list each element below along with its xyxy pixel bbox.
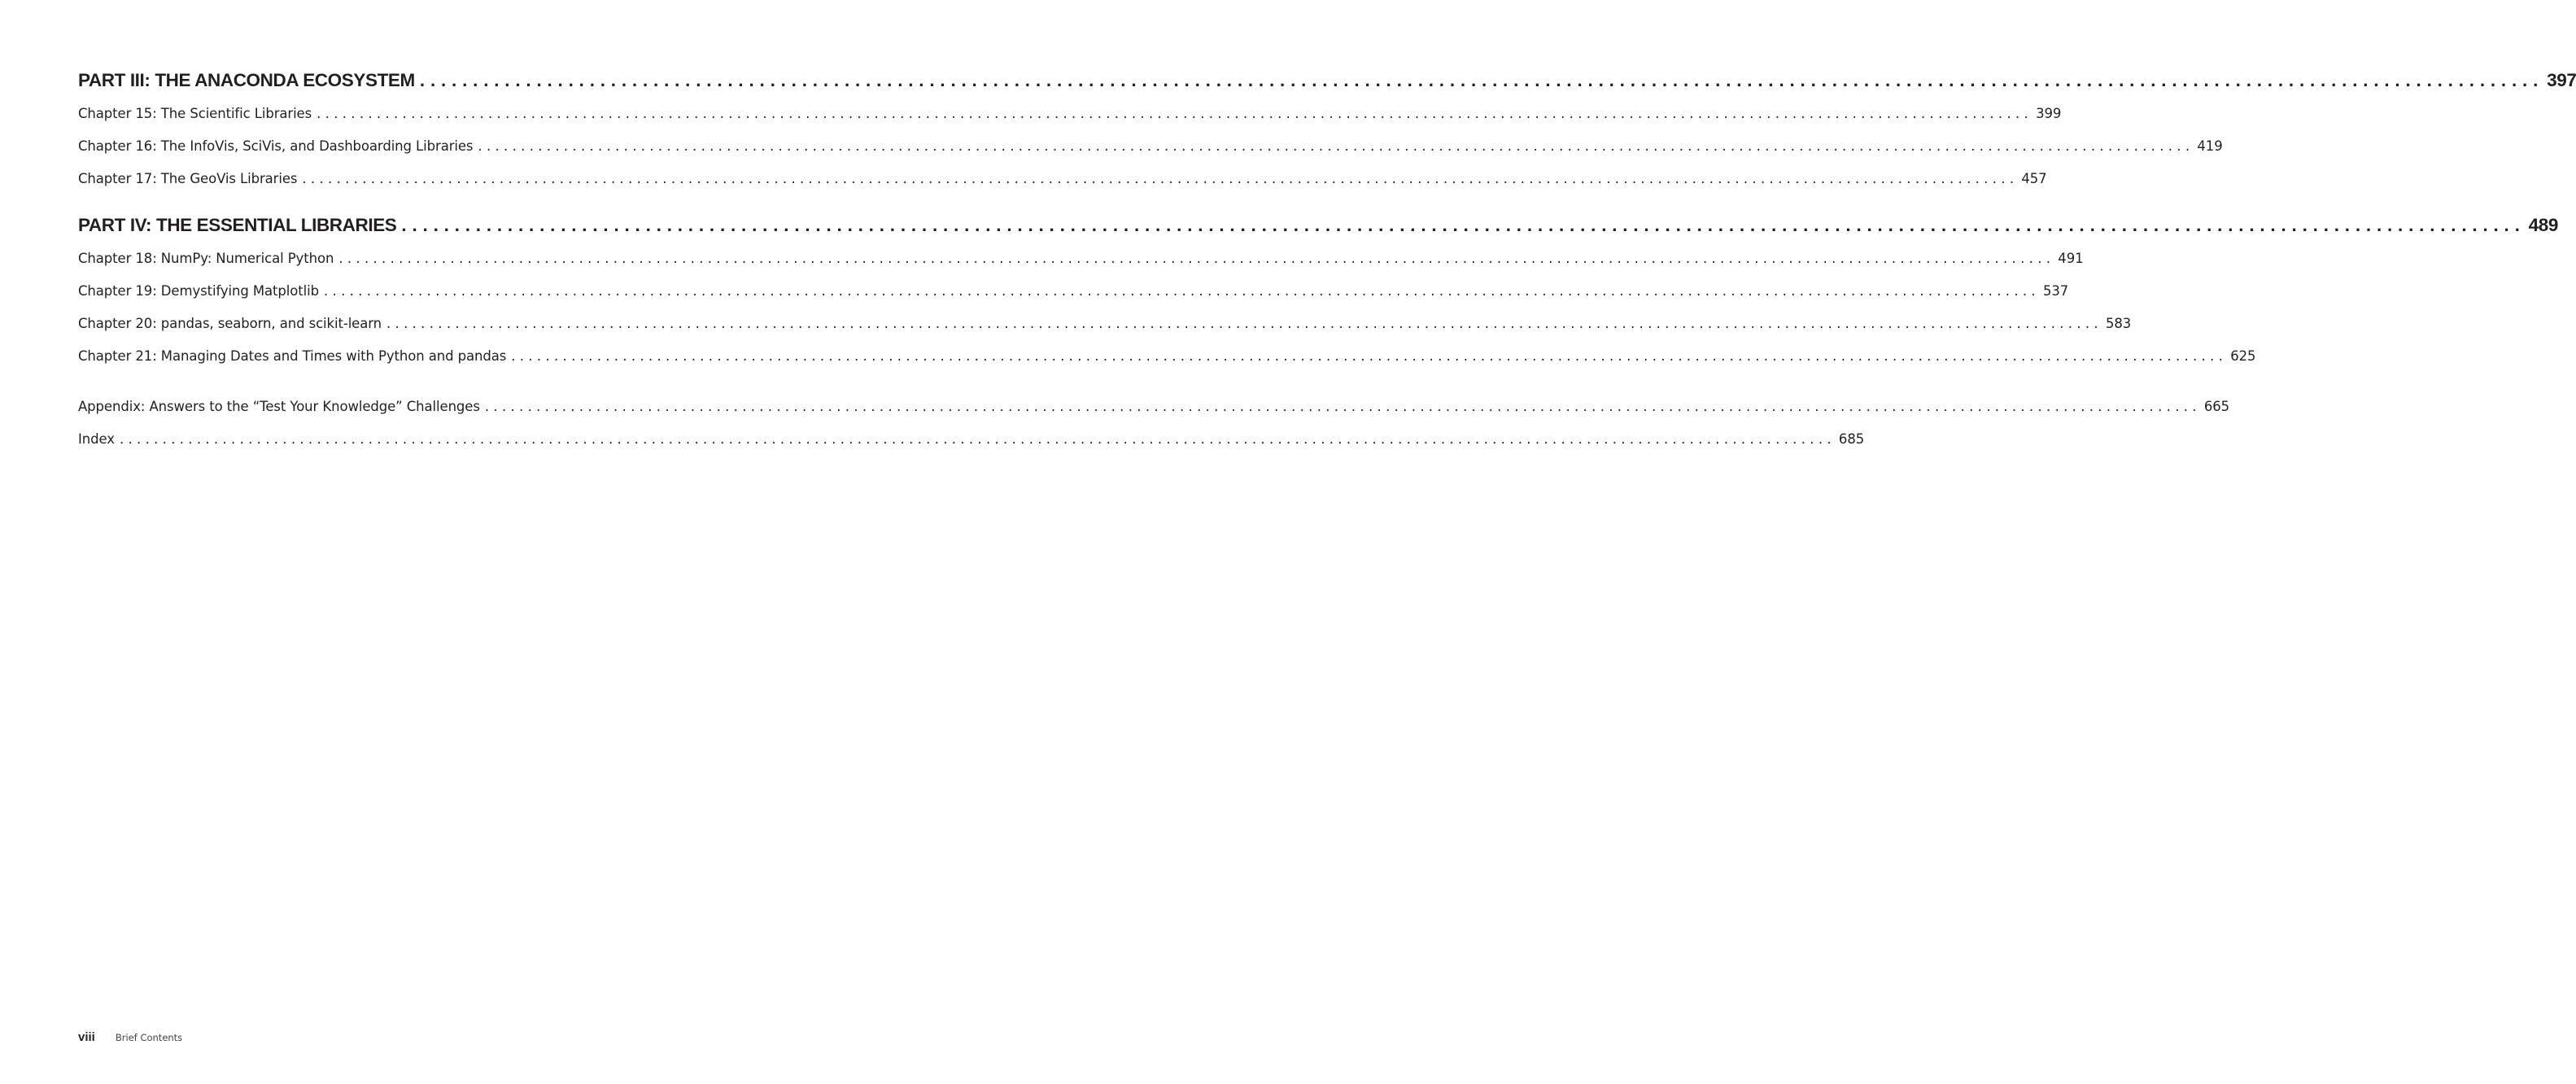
toc-chapter-19[interactable] <box>78 283 2069 299</box>
toc-entry-page: 625 <box>2230 348 2256 364</box>
running-head: Brief Contents <box>115 1032 183 1043</box>
toc-entry-page: 399 <box>2036 106 2062 121</box>
dot-leader: ........................................................................................................................................................................................................ <box>478 138 2194 154</box>
toc-entry-title: Chapter 16: The InfoVis, SciVis, and Dashboarding Libraries <box>78 138 474 154</box>
page-footer <box>78 1030 182 1044</box>
toc-entry-title: Appendix: Answers to the “Test Your Knowledge” Challenges <box>78 399 480 414</box>
toc-entry-page: 685 <box>1838 431 1865 447</box>
toc-entry-title: Chapter 18: NumPy: Numerical Python <box>78 251 334 266</box>
dot-leader: ........................................................................................................................................................................................................ <box>419 70 2544 90</box>
toc-chapter-17[interactable] <box>78 171 2047 186</box>
dot-leader: ........................................................................................................................................................................................................ <box>484 399 2201 414</box>
dot-leader: ........................................................................................................................................................................................................ <box>323 283 2040 299</box>
toc-entry-page: 583 <box>2105 316 2132 331</box>
toc-part-3[interactable] <box>78 70 2576 91</box>
toc-chapter-15[interactable] <box>78 106 2062 121</box>
toc-entry-title: Chapter 15: The Scientific Libraries <box>78 106 312 121</box>
toc-entry-title: Chapter 21: Managing Dates and Times with Python and pandas <box>78 348 507 364</box>
toc-chapter-21[interactable] <box>78 348 2256 364</box>
toc-appendix[interactable] <box>78 399 2230 414</box>
toc-entry-page: 419 <box>2197 138 2223 154</box>
dot-leader: ........................................................................................................................................................................................................ <box>401 215 2526 235</box>
page-number: viii <box>78 1030 95 1044</box>
toc-entry-title: PART IV: THE ESSENTIAL LIBRARIES <box>78 215 397 235</box>
toc-entry-page: 457 <box>2021 171 2047 186</box>
dot-leader: ........................................................................................................................................................................................................ <box>302 171 2019 186</box>
dot-leader: ........................................................................................................................................................................................................ <box>338 251 2055 266</box>
toc-entry-page: 397 <box>2547 70 2576 90</box>
toc-entry-title: Chapter 17: The GeoVis Libraries <box>78 171 298 186</box>
toc-entry-title: Index <box>78 431 115 447</box>
dot-leader: ........................................................................................................................................................................................................ <box>386 316 2102 331</box>
toc-entry-title: Chapter 19: Demystifying Matplotlib <box>78 283 319 299</box>
toc-entry-page: 665 <box>2203 399 2230 414</box>
toc-entry-page: 489 <box>2528 215 2559 235</box>
toc-part-4[interactable] <box>78 215 2559 236</box>
toc-entry-title: Chapter 20: pandas, seaborn, and scikit-learn <box>78 316 382 331</box>
toc-entry-page: 491 <box>2058 251 2084 266</box>
toc-chapter-20[interactable] <box>78 316 2132 331</box>
toc-index[interactable] <box>78 431 1865 447</box>
toc-entry-title: PART III: THE ANACONDA ECOSYSTEM <box>78 70 415 90</box>
toc-chapter-18[interactable] <box>78 251 2084 266</box>
dot-leader: ........................................................................................................................................................................................................ <box>511 348 2228 364</box>
toc-entry-page: 537 <box>2042 283 2069 299</box>
dot-leader: ........................................................................................................................................................................................................ <box>119 431 1836 447</box>
dot-leader: ........................................................................................................................................................................................................ <box>317 106 2033 121</box>
toc-chapter-16[interactable] <box>78 138 2223 154</box>
